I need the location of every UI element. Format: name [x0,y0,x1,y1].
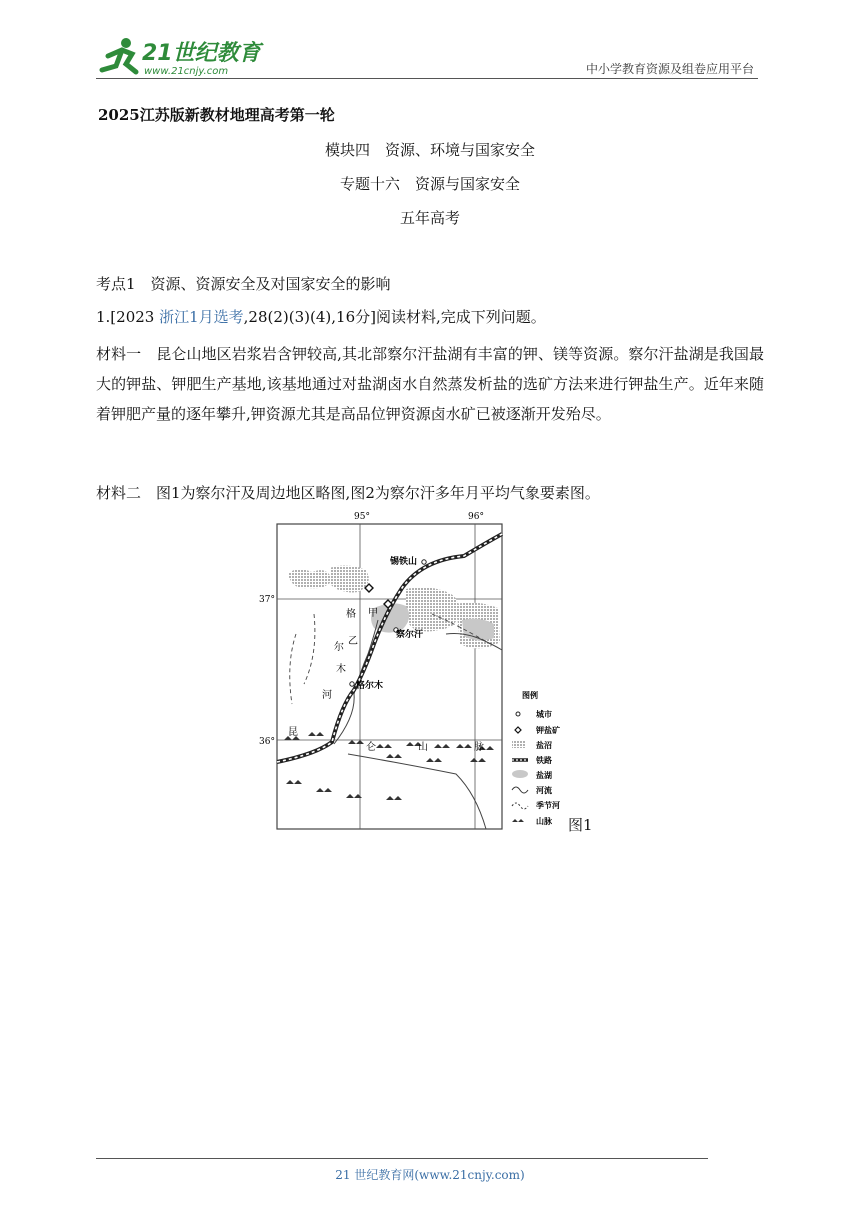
header-divider [96,78,758,79]
river-legend-icon [512,787,528,793]
runner-icon [102,38,136,72]
legend-lake: 盐湖 [536,770,552,780]
legend-marsh: 盐沼 [536,740,552,750]
city-geermu [350,682,354,686]
legend-mountain: 山脉 [536,816,552,826]
legend-seasonal-river: 季节河 [536,800,560,810]
logo-url: www.21cnjy.com [144,66,229,77]
module-title: 模块四 资源、环境与国家安全 [324,141,535,159]
map-legend [512,690,560,826]
river-char: 河 [322,690,332,701]
test-point-heading: 考点1 资源、资源安全及对国家安全的影响 [96,275,391,293]
legend-potash: 钾盐矿 [536,725,560,735]
figure-caption: 图1 [568,816,593,834]
lake-legend-icon [512,770,528,778]
legend-city: 城市 [536,709,552,719]
city-legend-icon [516,712,520,716]
lon-label-96: 96° [468,512,484,522]
section-title: 五年高考 [399,209,460,227]
lat-label-37: 37° [259,595,275,605]
salt-marsh [330,565,369,592]
river-char: 尔 [334,642,344,653]
city-xitieshan [422,560,426,564]
mountain-legend-icon [512,819,524,822]
platform-label: 中小学教育资源及组卷应用平台 [585,62,754,76]
legend-title: 图例 [522,690,538,700]
mountain-char: 脉 [474,742,484,753]
question-number: 1.[2023 [96,308,160,326]
footer-link[interactable]: 21 世纪教育网(www.21cnjy.com) [335,1168,525,1182]
mountain-char: 山 [418,742,428,753]
lon-label-95: 95° [354,512,370,522]
river-char: 格 [346,609,356,620]
site-logo [96,34,266,78]
legend-river: 河流 [536,785,552,795]
label-jia: 甲 [368,608,378,619]
label-chaerhan: 察尔汗 [396,630,424,640]
question-header [96,302,764,332]
topic-title: 专题十六 资源与国家安全 [339,175,520,193]
mountain-char: 昆 [288,727,298,738]
label-geermu: 格尔木 [356,681,384,691]
map-frame [277,524,502,829]
question-source: 浙江1月选考 [159,308,244,326]
series-title: 2025江苏版新教材地理高考第一轮 [98,106,335,124]
footer-divider [96,1158,708,1159]
marsh-legend-icon [512,741,526,748]
question-instruction: ,28(2)(3)(4),16分]阅读材料,完成下列问题。 [243,308,546,326]
potash-legend-icon [515,727,521,733]
material-one: 材料一 昆仑山地区岩浆岩含钾较高,其北部察尔汗盐湖有丰富的钾、镁等资源。察尔汗盐湖是我国最大的钾盐、钾肥生产基地,该基地通过对盐湖卤水自然蒸发析盐的选矿方法来进行钾盐生产。近年来随着钾肥产量的逐年攀升,钾资源尤其是高品位钾资源卤水矿已被逐渐开发殆尽。 [96,345,764,423]
mountain-char: 仑 [366,742,376,753]
seasonal-river-legend-icon [512,803,528,809]
material-two: 材料二 图1为察尔汗及周边地区略图,图2为察尔汗多年月平均气象要素图。 [96,484,600,502]
river-char: 木 [336,664,346,675]
lat-label-36: 36° [259,737,275,747]
legend-railway: 铁路 [536,755,552,765]
logo-text: 21世纪教育 [142,41,261,66]
chaerhan-map [256,504,616,844]
label-xitieshan: 锡铁山 [390,557,418,567]
label-yi: 乙 [348,636,358,647]
